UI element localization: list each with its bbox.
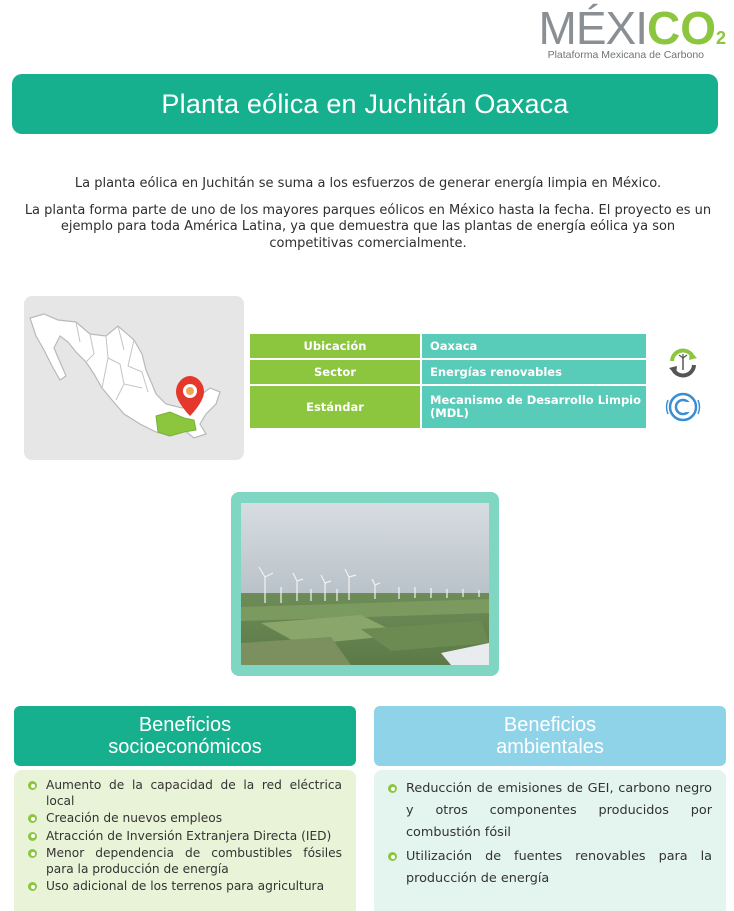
list-item-text: Creación de nuevos empleos (46, 811, 223, 825)
logo-mexi-text: MÉXI (538, 2, 647, 54)
info-label: Sector (250, 360, 420, 384)
environmental-benefits-list (374, 770, 726, 911)
renewable-cycle-icon (666, 346, 700, 380)
environmental-title-line-1: Beneficios (503, 714, 597, 736)
environmental-benefits-header (374, 706, 726, 766)
title-band (12, 74, 718, 134)
info-row-location (250, 334, 650, 358)
list-item (28, 811, 342, 827)
wind-farm-photo (241, 503, 489, 665)
intro (18, 176, 718, 262)
photo-frame (231, 492, 499, 676)
bullet-icon (28, 849, 37, 858)
bullet-icon (28, 781, 37, 790)
logo-subtitle: Plataforma Mexicana de Carbono (547, 49, 704, 61)
list-item-text: Aumento de la capacidad de la red eléctrica local (46, 778, 342, 808)
bullet-icon (28, 832, 37, 841)
un-climate-icon (664, 390, 702, 424)
logo (516, 2, 726, 66)
environmental-title-line-2: ambientales (496, 736, 604, 758)
logo-co-letters: CO (647, 2, 716, 54)
list-item (28, 829, 342, 845)
list-item (28, 879, 342, 895)
info-label: Estándar (250, 386, 420, 428)
logo-subscript-two: 2 (715, 28, 726, 48)
list-item (388, 846, 712, 890)
list-item (28, 778, 342, 809)
list-item (28, 846, 342, 877)
socioeconomic-title-line-1: Beneficios (138, 714, 232, 736)
project-info-table (250, 334, 650, 430)
logo-co-text (647, 2, 726, 54)
intro-paragraph-1: La planta eólica en Juchitán se suma a los esfuerzos de generar energía limpia en México. (74, 176, 662, 191)
info-value: Energías renovables (422, 360, 646, 384)
bullet-icon (388, 784, 397, 793)
list-item-text: Uso adicional de los terrenos para agricultura (46, 879, 325, 893)
info-row-standard (250, 386, 650, 428)
info-row-sector (250, 360, 650, 384)
bullet-icon (388, 852, 397, 861)
socioeconomic-title-line-2: socioeconómicos (108, 736, 262, 758)
logo-wordmark (538, 2, 726, 54)
page-title: Planta eólica en Juchitán Oaxaca (161, 88, 569, 119)
socioeconomic-benefits-header (14, 706, 356, 766)
info-value: Mecanismo de Desarrollo Limpio (MDL) (422, 386, 646, 428)
list-item-text: Menor dependencia de combustibles fósiles para la producción de energía (46, 846, 342, 876)
list-item-text: Atracción de Inversión Extranjera Directa (IED) (46, 828, 332, 843)
bullet-icon (28, 882, 37, 891)
intro-paragraph-2: La planta forma parte de uno de los mayores parques eólicos en México hasta la fecha. El proyecto es un ejemplo para toda América Latina, ya que demuestra que las plantas de energía eólica ya son competitivas comercialmente. (24, 202, 712, 251)
info-label: Ubicación (250, 334, 420, 358)
socioeconomic-benefits-list (14, 770, 356, 911)
bullet-icon (28, 814, 37, 823)
list-item (388, 778, 712, 844)
info-value: Oaxaca (422, 334, 646, 358)
mexico-map-icon (24, 296, 244, 460)
list-item-text: Utilización de fuentes renovables para la producción de energía (406, 849, 712, 886)
list-item-text: Reducción de emisiones de GEI, carbono negro y otros componentes producidos por combustión fósil (406, 781, 712, 840)
map-card (24, 296, 244, 460)
